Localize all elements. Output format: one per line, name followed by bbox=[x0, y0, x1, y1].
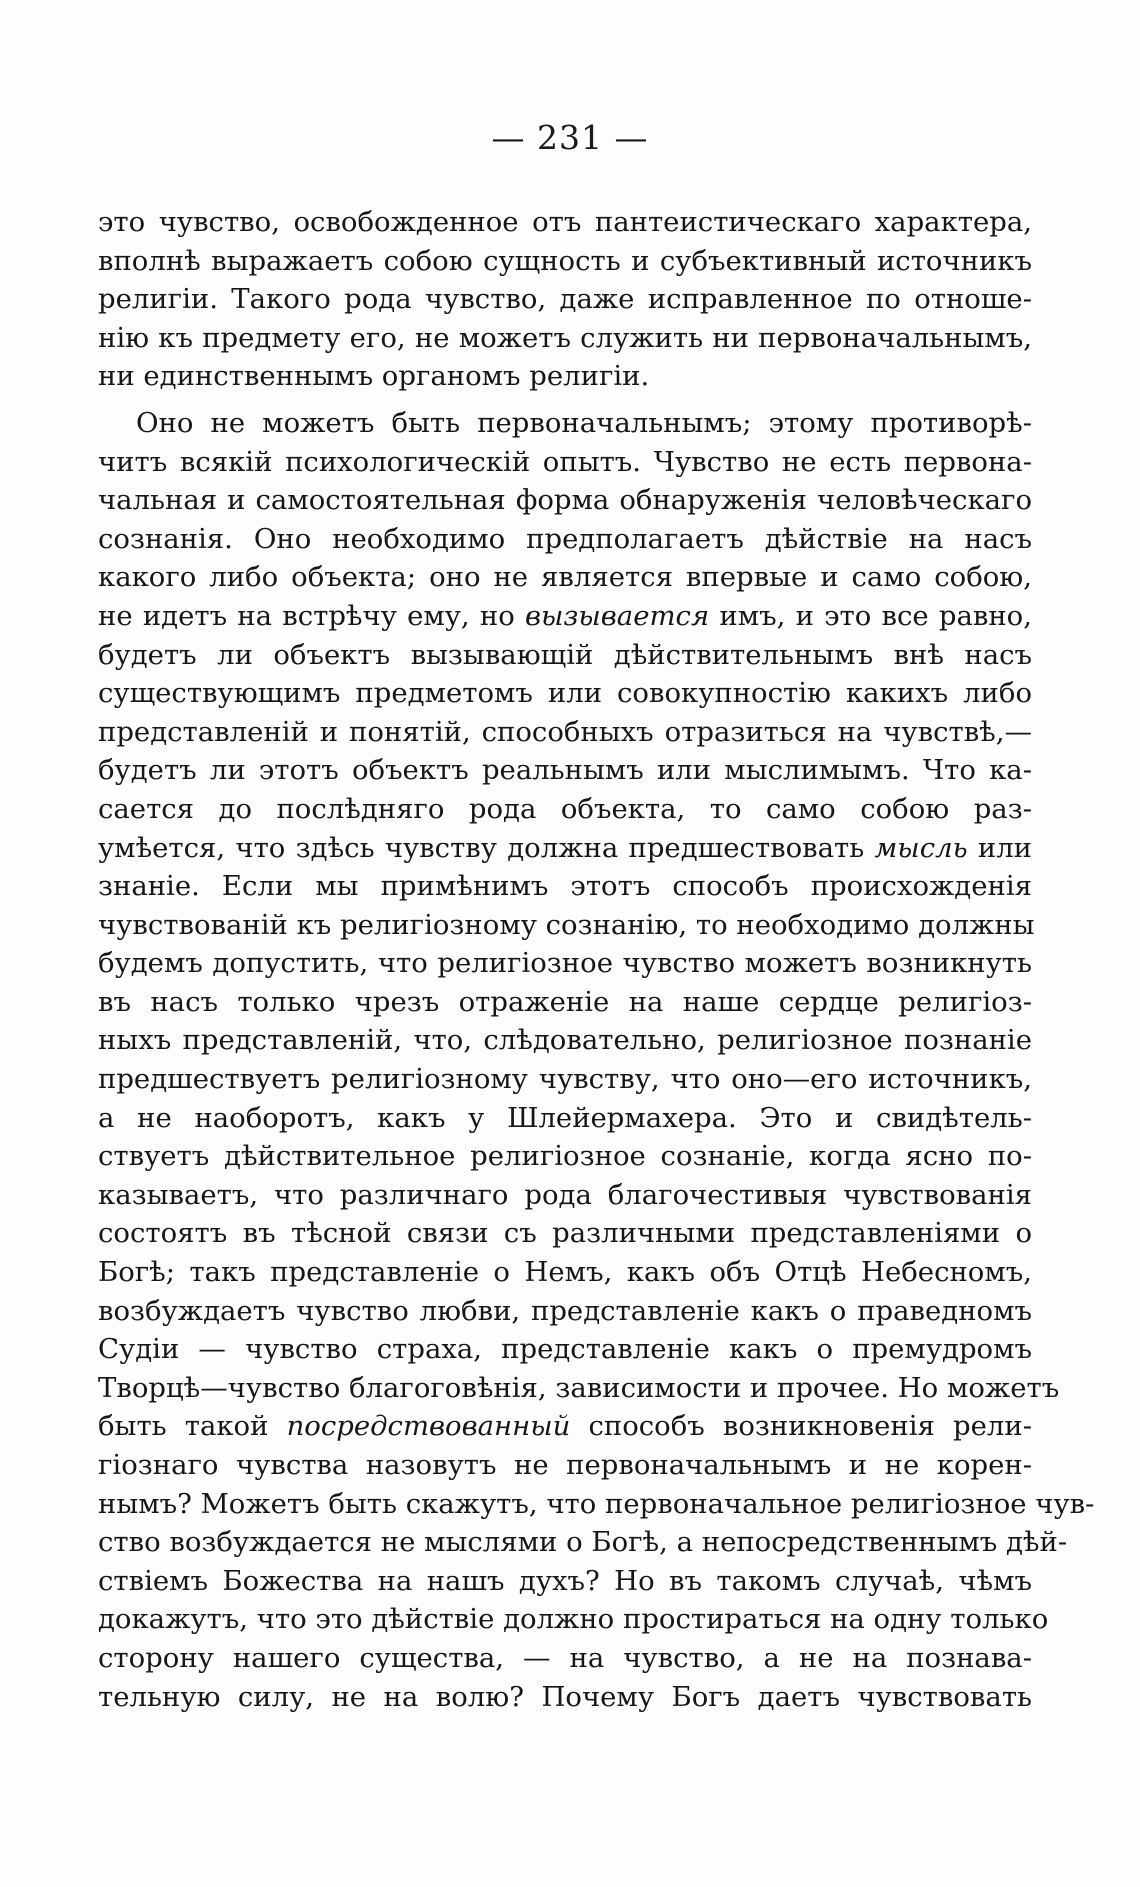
text-line-with-emphasis bbox=[98, 829, 1032, 868]
text-segment: способъ возникновенія рели- bbox=[570, 1410, 1032, 1443]
text-line: ныхъ представленій, что, слѣдовательно, религіозное познаніе bbox=[98, 1024, 1032, 1057]
text-line: сается до послѣдняго рода объекта, то само собою раз- bbox=[98, 792, 1032, 825]
text-line: ствіемъ Божества на нашъ духъ? Но въ такомъ случаѣ, чѣмъ bbox=[98, 1564, 1032, 1597]
text-line: сторону нашего существа, — на чувство, а не на познава- bbox=[98, 1641, 1032, 1674]
text-line: Творцѣ—чувство благоговѣнія, зависимости и прочее. Но можетъ bbox=[98, 1371, 1060, 1404]
text-line: Оно не можетъ быть первоначальнымъ; этому противорѣ- bbox=[136, 406, 1032, 439]
text-line: состоятъ въ тѣсной связи съ различными представленіями о bbox=[98, 1217, 1032, 1250]
text-segment: быть такой bbox=[98, 1410, 269, 1443]
text-line: ни единственнымъ органомъ религіи. bbox=[98, 360, 650, 393]
text-line: будемъ допустить, что религіозное чувство можетъ возникнуть bbox=[98, 947, 1032, 980]
text-segment: умѣется, что здѣсь чувству должна предшествовать bbox=[98, 831, 865, 864]
text-line: тельную силу, не на волю? Почему Богъ даетъ чувствовать bbox=[98, 1680, 1032, 1713]
text-line: а не наоборотъ, какъ у Шлейермахера. Это и свидѣтель- bbox=[98, 1101, 1032, 1134]
text-line: вполнѣ выражаетъ собою сущность и субъективный источникъ bbox=[98, 244, 1032, 277]
paragraph-2 bbox=[98, 404, 1095, 1716]
text-line: какого либо объекта; оно не является впервые и само собою, bbox=[98, 561, 1032, 594]
text-line: читъ всякій психологическій опытъ. Чувство не есть первона- bbox=[98, 445, 1032, 478]
text-segment: или bbox=[967, 831, 1033, 864]
text-line: это чувство, освобожденное отъ пантеистическаго характера, bbox=[98, 206, 1032, 238]
text-line: будетъ ли объектъ вызывающій дѣйствительнымъ внѣ насъ bbox=[98, 638, 1032, 671]
text-line: ство возбуждается не мыслями о Богѣ, а непосредственнымъ дѣй- bbox=[98, 1526, 1068, 1559]
text-line-with-emphasis bbox=[98, 1407, 1032, 1446]
emphasis-word: вызывается bbox=[525, 599, 710, 632]
text-line: будетъ ли этотъ объектъ реальнымъ или мыслимымъ. Что ка- bbox=[98, 754, 1032, 787]
text-line: чальная и самостоятельная форма обнаруженія человѣческаго bbox=[98, 484, 1032, 517]
text-line: нію къ предмету его, не можетъ служить ни первоначальнымъ, bbox=[98, 321, 1032, 354]
text-line: представленій и понятій, способныхъ отразиться на чувствѣ,— bbox=[98, 715, 1032, 748]
text-line: знаніе. Если мы примѣнимъ этотъ способъ происхожденія bbox=[98, 870, 1032, 903]
text-line: нымъ? Можетъ быть скажутъ, что первоначальное религіозное чув- bbox=[98, 1487, 1095, 1520]
text-line: религіи. Такого рода чувство, даже исправленное по отноше- bbox=[98, 283, 1032, 316]
page-number: — 231 — bbox=[491, 118, 649, 157]
text-line: гіознаго чувства назовутъ не первоначальнымъ и не корен- bbox=[98, 1449, 1032, 1481]
text-line: Богѣ; такъ представленіе о Немъ, какъ объ Отцѣ Небесномъ, bbox=[98, 1256, 1032, 1289]
text-line: ствуетъ дѣйствительное религіозное сознаніе, когда ясно по- bbox=[98, 1140, 1032, 1173]
text-segment: имъ, и это все равно, bbox=[709, 599, 1032, 632]
text-line: казываетъ, что различнаго рода благочестивыя чувствованія bbox=[98, 1178, 1032, 1211]
body-text bbox=[98, 203, 1095, 1716]
emphasis-word: посредствованный bbox=[286, 1410, 571, 1443]
text-line: чувствованій къ религіозному сознанію, то необходимо должны bbox=[98, 908, 1035, 941]
text-line: Судіи — чувство страха, представленіе какъ о премудромъ bbox=[98, 1333, 1032, 1366]
emphasis-word: мысль bbox=[874, 831, 968, 864]
text-segment: не идетъ на встрѣчу ему, но bbox=[98, 599, 515, 632]
text-line: существующимъ предметомъ или совокупностію какихъ либо bbox=[98, 677, 1032, 710]
paragraph-1 bbox=[98, 203, 1032, 396]
text-line: докажутъ, что это дѣйствіе должно простираться на одну только bbox=[98, 1603, 1049, 1636]
text-line: возбуждаетъ чувство любви, представленіе какъ о праведномъ bbox=[98, 1294, 1032, 1327]
text-line: предшествуетъ религіозному чувству, что оно—его источникъ, bbox=[98, 1063, 1032, 1096]
text-line: въ насъ только чрезъ отраженіе на наше сердце религіоз- bbox=[98, 985, 1032, 1018]
text-line: сознанія. Оно необходимо предполагаетъ дѣйствіе на насъ bbox=[98, 522, 1032, 555]
text-line-with-emphasis bbox=[98, 597, 1032, 636]
